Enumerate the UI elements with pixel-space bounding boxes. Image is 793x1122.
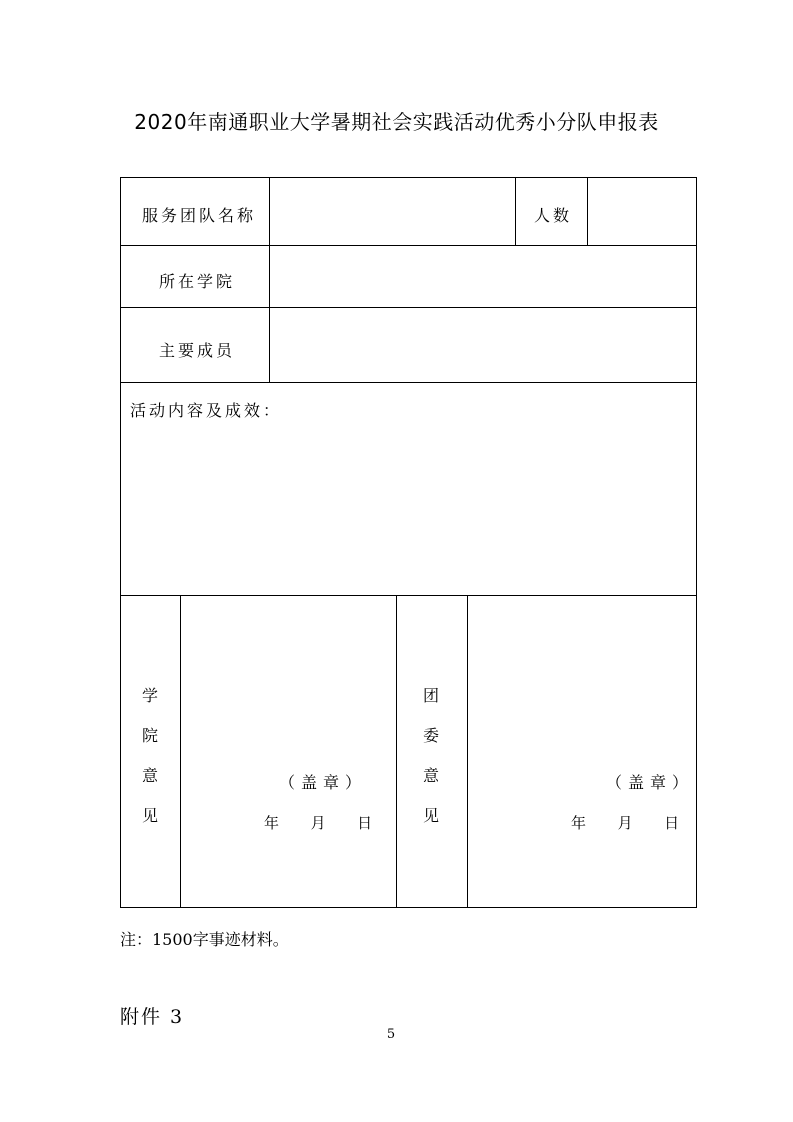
league-opinion-field[interactable]: [470, 599, 694, 905]
table-border-top: [120, 177, 697, 178]
activity-content-label: 活动内容及成效：: [130, 401, 283, 420]
league-stamp-text: （盖章）: [606, 773, 695, 792]
table-border-bottom: [120, 907, 697, 908]
footnote: 注：1500字事迹材料。: [120, 930, 289, 949]
attachment-label: 附件 3: [120, 1006, 185, 1028]
label-char: 学: [141, 686, 158, 705]
college-field[interactable]: [272, 248, 694, 305]
row-divider: [120, 382, 697, 383]
college-opinion-field[interactable]: [184, 599, 394, 905]
column-divider: [467, 595, 468, 908]
members-field[interactable]: [272, 310, 694, 380]
label-char: 意: [422, 766, 439, 785]
date-year: 年: [571, 814, 587, 832]
row-divider: [120, 595, 697, 596]
table-border-left: [120, 177, 121, 908]
league-date: [571, 812, 679, 833]
college-opinion-label: [140, 676, 160, 836]
column-divider: [269, 177, 270, 383]
column-divider: [515, 177, 516, 246]
row-divider: [120, 307, 697, 308]
form-title: 2020年南通职业大学暑期社会实践活动优秀小分队申报表: [134, 110, 659, 134]
label-char: 委: [422, 726, 439, 745]
column-divider: [396, 595, 397, 908]
college-date: [264, 812, 372, 833]
activity-content-field[interactable]: [124, 425, 694, 590]
members-label: 主要成员: [159, 341, 236, 360]
date-month: 月: [617, 814, 633, 832]
label-char: 见: [141, 806, 158, 825]
college-label: 所在学院: [159, 272, 236, 291]
table-border-right: [696, 177, 697, 908]
row-divider: [120, 245, 697, 246]
label-char: 意: [141, 766, 158, 785]
page-number: 5: [386, 1027, 396, 1042]
date-month: 月: [310, 814, 326, 832]
date-year: 年: [264, 814, 280, 832]
label-char: 团: [422, 686, 439, 705]
league-opinion-label: [421, 676, 441, 836]
headcount-label: 人数: [534, 206, 573, 225]
column-divider: [180, 595, 181, 908]
headcount-field[interactable]: [590, 180, 694, 244]
label-char: 见: [422, 806, 439, 825]
label-char: 院: [141, 726, 158, 745]
team-name-label: 服务团队名称: [142, 206, 257, 225]
college-stamp-text: （盖章）: [279, 773, 368, 792]
team-name-field[interactable]: [272, 180, 513, 244]
date-day: 日: [357, 814, 373, 832]
date-day: 日: [664, 814, 680, 832]
column-divider: [587, 177, 588, 246]
